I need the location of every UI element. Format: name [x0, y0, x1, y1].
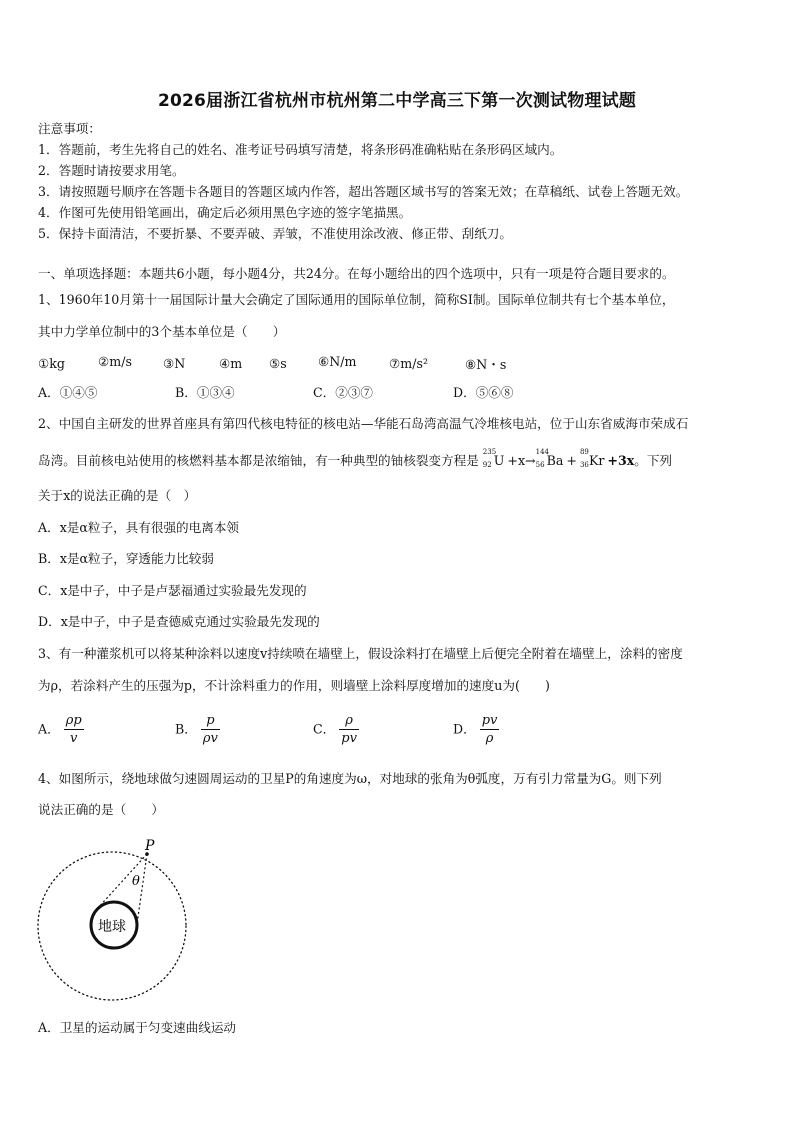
nuclide-charge: 56: [535, 461, 545, 469]
q3-option-d: [453, 713, 499, 746]
satellite-label: P: [145, 838, 155, 854]
orbit-figure: [36, 836, 206, 1006]
nuclide-mass: 235: [482, 448, 497, 456]
unit-item: ⑦m/s²: [389, 356, 428, 371]
unit-item: ③N: [163, 356, 186, 371]
q1-option-a: A．①④⑤: [38, 385, 98, 400]
q1-option-c: C．②③⑦: [313, 385, 374, 400]
unit-item: ⑧N・s: [465, 357, 507, 372]
notice-item: 5．保持卡面清洁，不要折暴、不要弄破、弄皱，不准使用涂改液、修正带、刮纸刀。: [38, 226, 512, 241]
section-heading: 一、单项选择题：本题共6小题，每小题4分，共24分。在每小题给出的四个选项中，只有一项是符合题目要求的。: [38, 266, 675, 281]
fraction-denominator: pv: [341, 731, 357, 746]
earth-label: 地球: [98, 919, 126, 935]
q2-option-b: B．x是α粒子，穿透能力比较弱: [38, 551, 214, 566]
option-label: B．: [175, 721, 197, 737]
option-label: A．: [38, 721, 60, 737]
q3-option-c: [313, 713, 359, 746]
page-title: 2026届浙江省杭州市杭州第二中学高三下第一次测试物理试题: [157, 91, 637, 111]
fraction-numerator: pv: [481, 713, 498, 728]
fraction-denominator: v: [70, 731, 78, 746]
nuclide-symbol: Kr: [588, 453, 605, 468]
q4-stem-line2: 说法正确的是（ ）: [38, 802, 164, 817]
q2-stem-line3: 关于x的说法正确的是（ ）: [38, 488, 197, 503]
nuclide-symbol: U: [493, 453, 505, 468]
fraction-denominator: ρv: [202, 731, 218, 746]
nuclide-mass: 89: [579, 448, 589, 456]
q4-stem-line1: 4、如图所示，绕地球做匀速圆周运动的卫星P的角速度为ω，对地球的张角为θ弧度，万有引力常量为G。则下列: [38, 771, 662, 786]
nuclide-mass: 144: [535, 448, 549, 456]
q3-option-b: [175, 713, 220, 746]
q3-option-a: [38, 713, 84, 746]
notice-item: 2．答题时请按要求用笔。: [38, 163, 185, 178]
q3-stem-line2: 为ρ，若涂料产生的压强为p，不计涂料重力的作用，则墙壁上涂料厚度增加的速度u为( ): [38, 678, 550, 693]
equation-operator: +x→: [507, 453, 536, 468]
krypton-nuclide: [579, 448, 605, 469]
q2-option-c: C．x是中子，中子是卢瑟福通过实验最先发现的: [38, 583, 307, 598]
q2-option-d: D．x是中子，中子是查德威克通过实验最先发现的: [38, 614, 320, 629]
q1-stem-line2: 其中力学单位制中的3个基本单位是（ ）: [38, 324, 286, 339]
equation-tail: +3x: [607, 453, 635, 468]
option-label: D．: [453, 721, 476, 737]
fraction: [480, 713, 500, 746]
q4-option-a: A．卫星的运动属于匀变速曲线运动: [38, 1020, 237, 1035]
q1-option-b: B．①③④: [175, 385, 235, 400]
unit-item: ④m: [219, 356, 243, 371]
nuclide-charge: 36: [579, 461, 589, 469]
equation-operator: +: [566, 453, 577, 468]
notice-item: 3．请按照题号顺序在答题卡各题目的答题区域内作答，超出答题区域书写的答案无效；在草稿纸、试卷上答题无效。: [38, 184, 689, 199]
fraction: [201, 713, 220, 746]
uranium-nuclide: [482, 448, 505, 469]
nuclide-symbol: Ba: [546, 453, 564, 468]
unit-item: ②m/s: [98, 354, 132, 369]
fraction-numerator: ρ: [339, 713, 359, 730]
q2-stem-line1: 2、中国自主研发的世界首座具有第四代核电特征的核电站—华能石岛湾高温气冷堆核电站，位于山东省威海市荣成石: [38, 416, 689, 431]
q2-option-a: A．x是α粒子，具有很强的电离本领: [38, 520, 240, 535]
nuclide-charge: 92: [482, 461, 492, 469]
unit-item: ①kg: [38, 356, 65, 371]
barium-nuclide: [535, 448, 564, 469]
fraction-denominator: ρ: [485, 731, 494, 746]
notice-item: 4．作图可先使用铅笔画出，确定后必须用黑色字迹的签字笔描黑。: [38, 205, 412, 220]
q2-stem-text-after: 。下列: [634, 453, 672, 468]
fraction-numerator: p: [201, 713, 220, 730]
unit-item: ⑤s: [269, 356, 287, 371]
fraction: [64, 713, 84, 746]
q2-stem-text: 岛湾。目前核电站使用的核燃料基本都是浓缩铀，有一种典型的铀核裂变方程是: [38, 453, 479, 468]
option-label: C．: [313, 721, 336, 737]
q2-stem-line2: [38, 448, 672, 469]
unit-item: ⑥N/m: [318, 354, 357, 369]
notice-heading: 注意事项：: [38, 121, 101, 136]
q3-stem-line1: 3、有一种灌浆机可以将某种涂料以速度v持续喷在墙壁上，假设涂料打在墙壁上后便完全附着在墙壁上，涂料的密度: [38, 646, 683, 661]
angle-label: θ: [132, 874, 140, 889]
fraction-numerator: ρp: [65, 713, 82, 728]
q1-option-d: D．⑤⑥⑧: [453, 385, 514, 400]
notice-item: 1．答题前，考生先将自己的姓名、准考证号码填写清楚，将条形码准确粘贴在条形码区域内。: [38, 142, 563, 157]
fraction: [339, 713, 359, 746]
q1-stem-line1: 1、1960年10月第十一届国际计量大会确定了国际通用的国际单位制，简称SI制。国际单位制共有七个基本单位，: [38, 292, 675, 307]
